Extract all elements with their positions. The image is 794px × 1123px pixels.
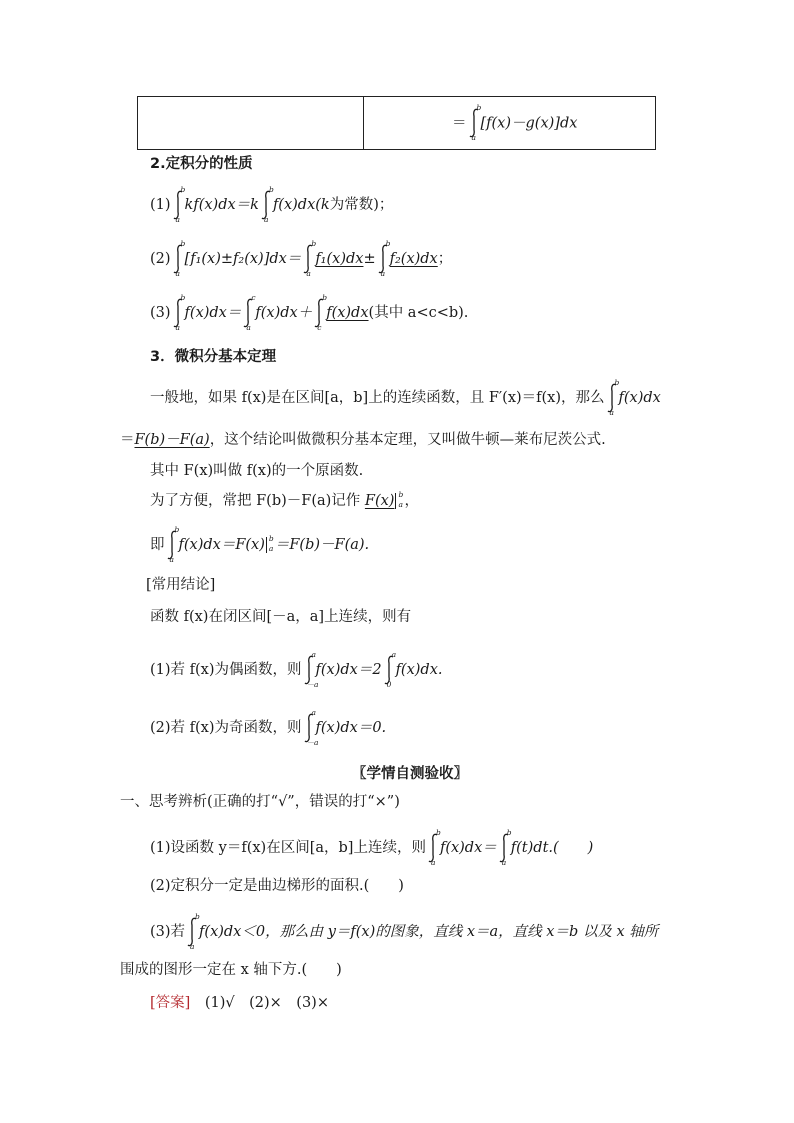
conclusion-even: (1)若 f(x)为偶函数，则 a －a f(x)dx＝2 a 0 f(x)dx. — [150, 650, 443, 689]
table-left-cell — [138, 97, 364, 150]
question-3: (3)若 b a f(x)dx＜0，那么由 y＝f(x)的图象，直线 x＝a，直线 x＝b 以及 x 轴所 — [150, 912, 659, 951]
table-row — [138, 97, 656, 150]
theorem-line-4: 为了方便，常把 F(b)－F(a)记作 F(x) b a ， — [150, 490, 419, 509]
integral-sign-icon: b c — [317, 293, 328, 332]
section-title: 3．微积分基本定理 — [150, 349, 277, 365]
evaluation-bar-icon: b a — [394, 491, 404, 511]
integral-sign-icon: b a — [169, 525, 180, 564]
theorem-line-5: 即 b a f(x)dx＝F(x) b a ＝F(b)－F(a). — [150, 525, 370, 564]
integral-sign-icon: b a — [263, 185, 274, 224]
theorem-line-1: 一般地，如果 f(x)是在区间[a，b]上的连续函数，且 F′(x)＝f(x)，那么 b a f(x)dx — [150, 378, 661, 417]
integral-sign-icon: b a — [175, 185, 186, 224]
selftest-banner: 〖学情自测验收〗 — [352, 766, 468, 782]
integral-sign-icon: b a — [501, 828, 512, 867]
conclusion-odd: (2)若 f(x)为奇函数，则 a －a f(x)dx＝0. — [150, 708, 387, 747]
integral-sign-icon: b a — [380, 239, 391, 278]
property-1: (1) b a kf(x)dx＝k b a f(x)dx(k为常数)； — [150, 185, 394, 224]
theorem-line-2: ＝F(b)－F(a)，这个结论叫做微积分基本定理，又叫做牛顿—莱布尼茨公式. — [120, 432, 606, 448]
properties-table — [137, 96, 656, 150]
question-3-cont: 围成的图形一定在 x 轴下方.( ) — [120, 962, 342, 978]
integral-sign-icon: b a — [430, 828, 441, 867]
table-right-cell — [364, 97, 656, 150]
question-2: (2)定积分一定是曲边梯形的面积.( ) — [150, 878, 404, 894]
conclusions-intro: 函数 f(x)在闭区间[－a，a]上连续，则有 — [150, 609, 412, 625]
selftest-part1-title: 一、思考辨析(正确的打“√”，错误的打“×”) — [120, 794, 400, 810]
property-3: (3) b a f(x)dx＝ c a f(x)dx＋ b c f(x)dx(其中 a<c<b). — [150, 293, 469, 332]
integrand: [f(x)－g(x)]dx — [480, 115, 578, 132]
section-title: 2.定积分的性质 — [150, 156, 253, 172]
integral-sign-icon: b a — [471, 103, 482, 142]
equals-sign: ＝ — [452, 115, 467, 132]
answer-line — [150, 993, 329, 1013]
integral-sign-icon: b a — [175, 239, 186, 278]
answer-text: (1)√ (2)× (3)× — [204, 995, 329, 1011]
theorem-line-3: 其中 F(x)叫做 f(x)的一个原函数. — [150, 463, 364, 479]
integral-sign-icon: a －a — [306, 708, 319, 747]
integral-sign-icon: b a — [190, 912, 200, 951]
integral-sign-icon: a －a — [306, 650, 319, 689]
property-2: (2) b a [f₁(x)±f₂(x)]dx＝ b a f₁(x)dx± b a f₂(x)dx； — [150, 239, 453, 278]
answer-label: [答案] — [150, 995, 191, 1011]
integral-sign-icon: b a — [175, 293, 186, 332]
conclusions-title: [常用结论] — [146, 577, 216, 593]
integral-sign-icon: c a — [246, 293, 256, 332]
evaluation-bar-icon: b a — [265, 535, 275, 555]
question-1: (1)设函数 y＝f(x)在区间[a，b]上连续，则 b a f(x)dx＝ b a f(t)dt.( ) — [150, 828, 594, 867]
integral-sign-icon: b a — [609, 378, 620, 417]
integral-sign-icon: a 0 — [386, 650, 397, 689]
integral-sign-icon: b a — [306, 239, 317, 278]
